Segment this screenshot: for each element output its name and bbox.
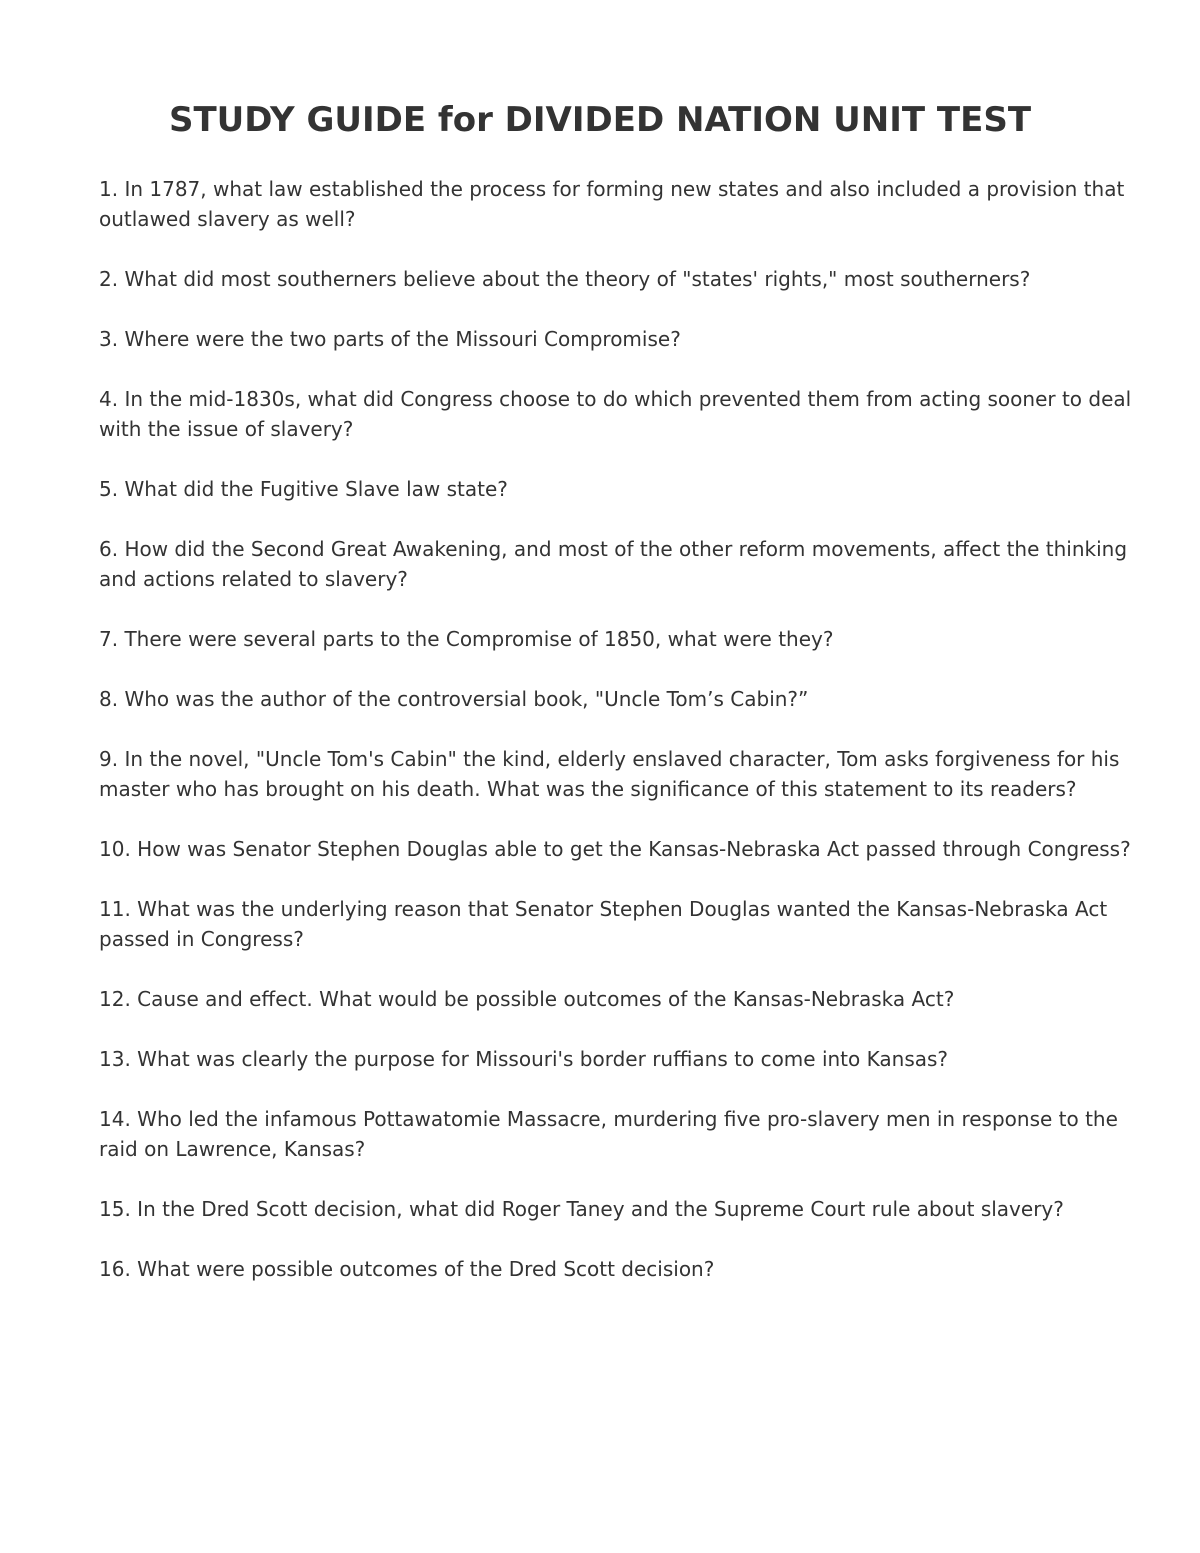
question-5 [99, 474, 1139, 504]
question-12 [99, 984, 1139, 1014]
question-text: 2. What did most southerners believe about the theory of "states' rights," most southerners? [99, 267, 1031, 291]
question-8 [99, 684, 1139, 714]
question-text: 7. There were several parts to the Compromise of 1850, what were they? [99, 627, 834, 651]
question-list [99, 174, 1139, 1314]
question-3 [99, 324, 1139, 354]
question-text: 15. In the Dred Scott decision, what did Roger Taney and the Supreme Court rule about slavery? [99, 1197, 1064, 1221]
question-11 [99, 894, 1139, 954]
question-text: 1. In 1787, what law established the process for forming new states and also included a provision that outlawed slavery as well? [99, 177, 1125, 231]
question-text: 12. Cause and effect. What would be possible outcomes of the Kansas-Nebraska Act? [99, 987, 955, 1011]
question-text: 9. In the novel, "Uncle Tom's Cabin" the kind, elderly enslaved character, Tom asks forgiveness for his master who has brought on his death. What was the significance of this statement to its readers? [99, 747, 1120, 801]
question-text: 3. Where were the two parts of the Missouri Compromise? [99, 327, 681, 351]
question-10 [99, 834, 1139, 864]
question-4 [99, 384, 1139, 444]
question-13 [99, 1044, 1139, 1074]
question-text: 8. Who was the author of the controversial book, "Uncle Tom’s Cabin?” [99, 687, 809, 711]
question-2 [99, 264, 1139, 294]
question-9 [99, 744, 1139, 804]
question-6 [99, 534, 1139, 594]
question-text: 4. In the mid-1830s, what did Congress choose to do which prevented them from acting sooner to deal with the issue of slavery? [99, 387, 1132, 441]
document-title: STUDY GUIDE for DIVIDED NATION UNIT TEST [168, 100, 1032, 140]
question-text: 13. What was clearly the purpose for Missouri's border ruffians to come into Kansas? [99, 1047, 949, 1071]
question-text: 16. What were possible outcomes of the Dred Scott decision? [99, 1257, 715, 1281]
question-text: 5. What did the Fugitive Slave law state? [99, 477, 508, 501]
question-text: 6. How did the Second Great Awakening, and most of the other reform movements, affect the thinking and actions related to slavery? [99, 537, 1128, 591]
question-text: 11. What was the underlying reason that Senator Stephen Douglas wanted the Kansas-Nebraska Act passed in Congress? [99, 897, 1108, 951]
question-text: 14. Who led the infamous Pottawatomie Massacre, murdering five pro-slavery men in response to the raid on Lawrence, Kansas? [99, 1107, 1118, 1161]
question-7 [99, 624, 1139, 654]
question-1 [99, 174, 1139, 234]
question-14 [99, 1104, 1139, 1164]
question-text: 10. How was Senator Stephen Douglas able to get the Kansas-Nebraska Act passed through Congress? [99, 837, 1131, 861]
question-15 [99, 1194, 1139, 1224]
question-16 [99, 1254, 1139, 1284]
